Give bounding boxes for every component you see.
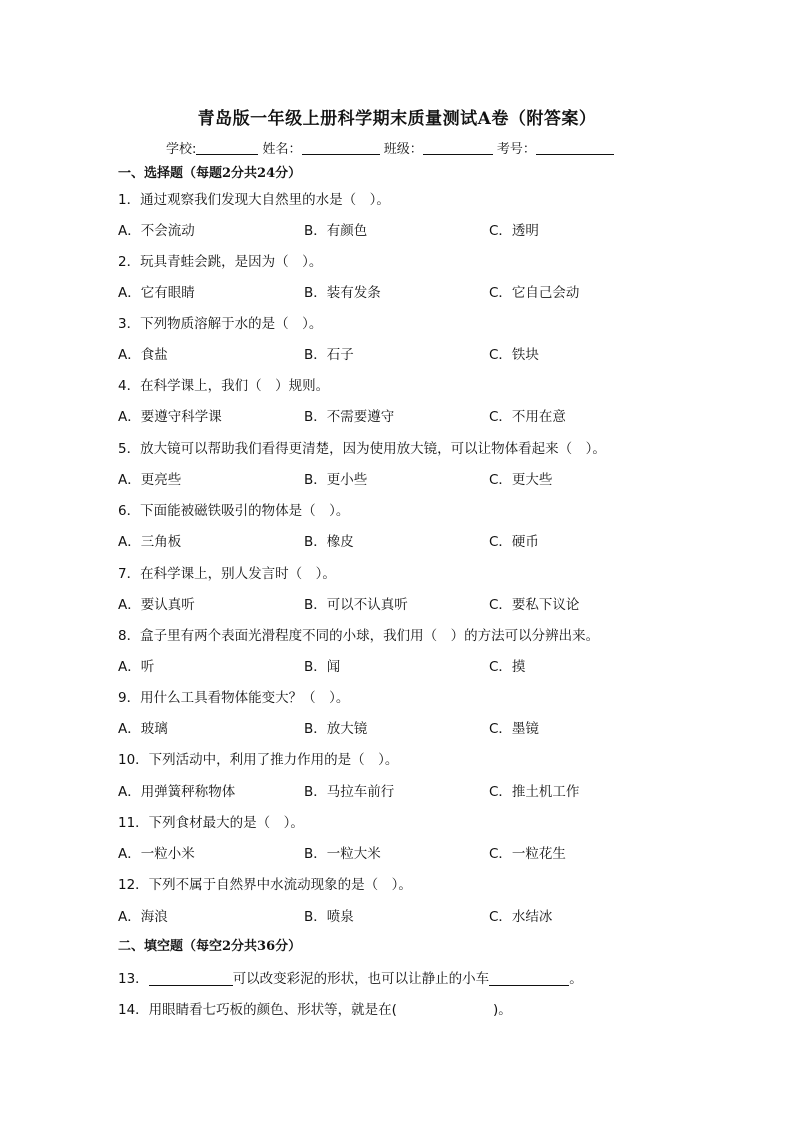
question-7-options <box>118 593 758 613</box>
question-8: 8．盒子里有两个表面光滑程度不同的小球，我们用（ ）的方法可以分辨出来。 <box>118 628 600 644</box>
question-4-options <box>118 405 758 425</box>
option-b[interactable]: B．一粒大米 <box>304 846 381 862</box>
option-c[interactable]: C．推土机工作 <box>489 784 580 800</box>
option-a[interactable]: A．要遵守科学课 <box>118 409 222 425</box>
school-field[interactable] <box>196 142 258 155</box>
question-14 <box>118 998 512 1018</box>
question-2: 2．玩具青蛙会跳，是因为（ ）。 <box>118 254 323 270</box>
exam-no-label: 考号： <box>496 142 536 157</box>
name-field[interactable] <box>302 142 380 155</box>
option-a[interactable]: A．用弹簧秤称物体 <box>118 784 236 800</box>
option-b[interactable]: B．可以不认真听 <box>304 597 408 613</box>
question-11: 11．下列食材最大的是（ ）。 <box>118 815 304 831</box>
class-field[interactable] <box>423 142 493 155</box>
question-13 <box>118 967 583 987</box>
option-a[interactable]: A．一粒小米 <box>118 846 195 862</box>
question-3-options <box>118 343 758 363</box>
option-a[interactable]: A．食盐 <box>118 347 168 363</box>
option-c[interactable]: C．摸 <box>489 659 526 675</box>
question-10: 10．下列活动中，利用了推力作用的是（ ）。 <box>118 752 399 768</box>
option-c[interactable]: C．墨镜 <box>489 721 539 737</box>
question-6: 6．下面能被磁铁吸引的物体是（ ）。 <box>118 503 350 519</box>
option-c[interactable]: C．水结冰 <box>489 909 553 925</box>
option-b[interactable]: B．放大镜 <box>304 721 368 737</box>
option-c[interactable]: C．一粒花生 <box>489 846 566 862</box>
option-b[interactable]: B．装有发条 <box>304 285 381 301</box>
option-c[interactable]: C．不用在意 <box>489 409 566 425</box>
question-6-options <box>118 530 758 550</box>
option-c[interactable]: C．硬币 <box>489 534 539 550</box>
question-5-options <box>118 468 758 488</box>
option-c[interactable]: C．更大些 <box>489 472 553 488</box>
question-13-end: 。 <box>569 971 583 987</box>
option-b[interactable]: B．不需要遵守 <box>304 409 395 425</box>
question-9: 9．用什么工具看物体能变大？（ ）。 <box>118 690 350 706</box>
question-5: 5．放大镜可以帮助我们看得更清楚，因为使用放大镜，可以让物体看起来（ ）。 <box>118 441 606 457</box>
question-14-text: 14．用眼睛看七巧板的颜色、形状等，就是在( <box>118 1002 397 1018</box>
exam-no-field[interactable] <box>536 142 614 155</box>
question-13-number: 13． <box>118 971 149 987</box>
question-14-end: )。 <box>492 1002 512 1018</box>
option-b[interactable]: B．更小些 <box>304 472 368 488</box>
option-a[interactable]: A．玻璃 <box>118 721 168 737</box>
question-1: 1．通过观察我们发现大自然里的水是（ ）。 <box>118 192 390 208</box>
question-10-options <box>118 780 758 800</box>
option-c[interactable]: C．透明 <box>489 223 539 239</box>
option-a[interactable]: A．海浪 <box>118 909 168 925</box>
option-a[interactable]: A．更亮些 <box>118 472 182 488</box>
option-b[interactable]: B．有颜色 <box>304 223 368 239</box>
question-4: 4．在科学课上，我们（ ）规则。 <box>118 378 330 394</box>
question-13-text: 可以改变彩泥的形状，也可以让静止的小车 <box>232 971 490 987</box>
section-heading-fill: 二、填空题（每空2分共36分） <box>118 939 302 954</box>
question-1-options <box>118 219 758 239</box>
question-9-options <box>118 717 758 737</box>
option-b[interactable]: B．马拉车前行 <box>304 784 395 800</box>
name-label: 姓名： <box>262 142 302 157</box>
option-b[interactable]: B．喷泉 <box>304 909 354 925</box>
option-b[interactable]: B．石子 <box>304 347 354 363</box>
page-title: 青岛版一年级上册科学期末质量测试A卷（附答案） <box>197 109 597 129</box>
section-heading-choice: 一、选择题（每题2分共24分） <box>118 166 302 181</box>
question-7: 7．在科学课上，别人发言时（ ）。 <box>118 566 336 582</box>
school-label: 学校: <box>166 142 197 157</box>
option-b[interactable]: B．橡皮 <box>304 534 354 550</box>
option-a[interactable]: A．要认真听 <box>118 597 195 613</box>
class-label: 班级： <box>383 142 423 157</box>
answer-blank-13b[interactable] <box>489 971 569 986</box>
option-a[interactable]: A．三角板 <box>118 534 182 550</box>
option-a[interactable]: A．它有眼睛 <box>118 285 195 301</box>
answer-blank-13a[interactable] <box>149 971 233 986</box>
student-info-row <box>166 138 614 157</box>
question-12: 12．下列不属于自然界中水流动现象的是（ ）。 <box>118 877 412 893</box>
option-b[interactable]: B．闻 <box>304 659 341 675</box>
option-c[interactable]: C．铁块 <box>489 347 539 363</box>
question-12-options <box>118 905 758 925</box>
option-a[interactable]: A．听 <box>118 659 155 675</box>
option-c[interactable]: C．要私下议论 <box>489 597 580 613</box>
question-8-options <box>118 655 758 675</box>
option-c[interactable]: C．它自己会动 <box>489 285 580 301</box>
question-3: 3．下列物质溶解于水的是（ ）。 <box>118 316 323 332</box>
question-2-options <box>118 281 758 301</box>
option-a[interactable]: A．不会流动 <box>118 223 195 239</box>
question-11-options <box>118 842 758 862</box>
